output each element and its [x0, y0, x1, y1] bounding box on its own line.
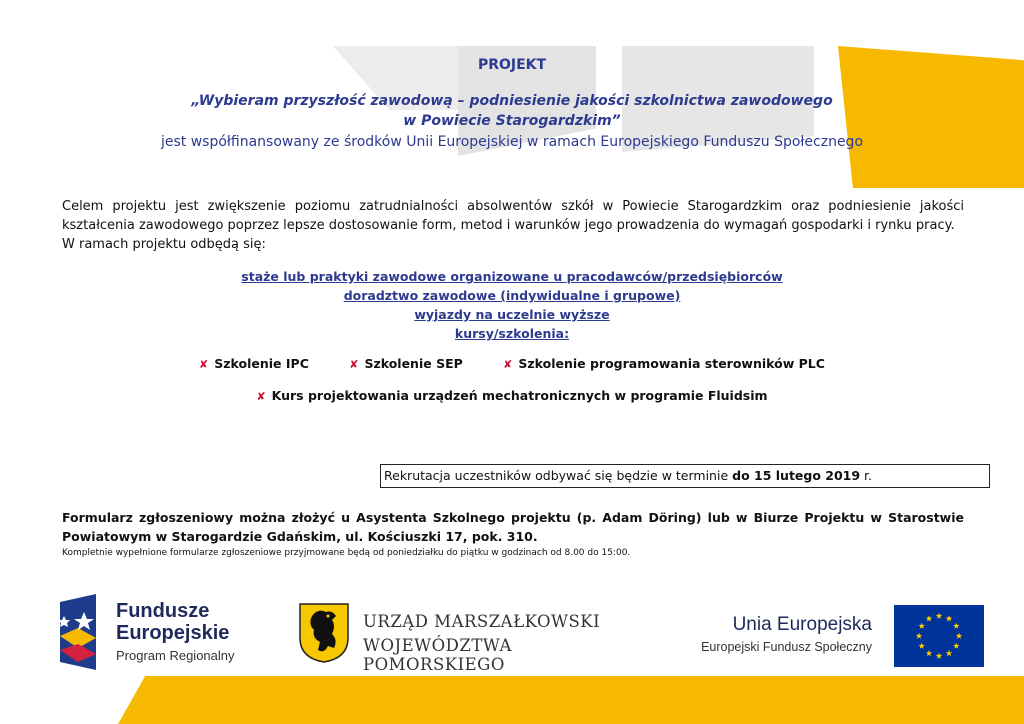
yellow-footer-band: [118, 676, 1024, 724]
subtitle-line: w Powiecie Starogardzkim”: [403, 113, 621, 129]
fundusze-europejskie-logo: [56, 592, 256, 672]
course-item: [503, 356, 825, 371]
eu-flag-icon: [894, 605, 984, 667]
subtitle-line: „Wybieram przyszłość zawodową – podniesienie jakości szkolnictwa zawodowego: [191, 93, 833, 109]
course-item: [256, 388, 767, 403]
fundusze-europejskie-emblem-icon: [56, 592, 104, 672]
cross-bullet-icon: ✘: [349, 358, 359, 371]
recruitment-suffix: r.: [860, 468, 873, 483]
recruitment-prefix: Rekrutacja uczestników odbywać się będzie w terminie: [384, 468, 733, 483]
activity-item: staże lub praktyki zawodowe organizowane u pracodawców/przedsiębiorców: [241, 269, 783, 284]
activity-item: doradztwo zawodowe (indywidualne i grupowe): [343, 288, 681, 303]
courses-row: [0, 356, 1024, 371]
um-title-line: WOJEWÓDZTWA POMORSKIEGO: [363, 636, 512, 674]
project-goal-paragraph: [62, 197, 964, 254]
course-label: Szkolenie SEP: [364, 356, 463, 371]
activities-list: [0, 267, 1024, 343]
recruitment-deadline-box: [380, 464, 990, 488]
course-item: [349, 356, 463, 371]
fe-program-label: Program Regionalny: [116, 648, 235, 663]
fe-title-line: Fundusze: [116, 600, 210, 622]
goal-text: Celem projektu jest zwiększenie poziomu zatrudnialności absolwentów szkół w Powiecie Starogardzkim oraz podniesienie jakości kształcenia zawodowego poprzez lepsze dostosowanie form, metod i warunków jego prowadzenia do wymagań gospodarki i rynku pracy.: [62, 199, 964, 233]
course-item: [199, 356, 309, 371]
cross-bullet-icon: ✘: [256, 390, 266, 403]
project-title: PROJEKT: [477, 57, 547, 73]
project-subtitle: [0, 91, 1024, 131]
urzad-marszalkowski-logo: [298, 602, 638, 672]
griffin-crest-icon: [298, 602, 350, 664]
recruitment-date: do 15 lutego 2019: [732, 468, 861, 483]
um-title-line: URZĄD MARSZAŁKOWSKI: [363, 612, 601, 631]
cross-bullet-icon: ✘: [199, 358, 209, 371]
application-form-info: Formularz zgłoszeniowy można złożyć u Asystenta Szkolnego projektu (p. Adam Döring) lub w Biurze Projektu w Starostwie Powiatowym w Starogardzie Gdańskim, ul. Kościuszki 17, pok. 310.: [62, 510, 964, 544]
activity-item: wyjazdy na uczelnie wyższe: [414, 307, 610, 322]
cross-bullet-icon: ✘: [503, 358, 513, 371]
cofinance-statement: jest współfinansowany ze środków Unii Europejskiej w ramach Europejskiego Funduszu Społecznego: [160, 134, 864, 150]
fe-title-line: Europejskie: [116, 622, 230, 644]
office-hours-note: Kompletnie wypełnione formularze zgłoszeniowe przyjmowane będą od poniedziałku do piątku w godzinach od 8.00 do 15:00.: [62, 548, 631, 558]
course-label: Kurs projektowania urządzeń mechatronicznych w programie Fluidsim: [271, 388, 768, 403]
activity-item: kursy/szkolenia:: [454, 326, 570, 341]
eu-title: Unia Europejska: [732, 614, 872, 635]
courses-row: [0, 388, 1024, 403]
activities-intro: W ramach projektu odbędą się:: [62, 237, 266, 252]
unia-europejska-logo: [680, 604, 990, 674]
eu-fund-label: Europejski Fundusz Społeczny: [701, 640, 872, 654]
course-label: Szkolenie IPC: [214, 356, 309, 371]
course-label: Szkolenie programowania sterowników PLC: [518, 356, 825, 371]
